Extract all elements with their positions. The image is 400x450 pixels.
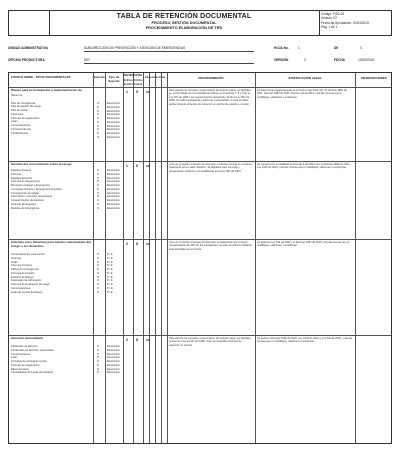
code-line: Código: FGD-04 (321, 12, 345, 16)
col-header-archivo-central: Archivo Central (133, 79, 143, 86)
section-procedure: Para efectos de consulta y preservación del soporte papel, se digitaliza en conformidad con los expedientes físicos en el artículo 7, 8 y 9 de la Ley 527 de 1999 y los requerimientos del artículo 19 de la Ley 594 de 2000. Se utiliza la siguiente política de conservación, la cual se debe aplicar durante el tiempo de retención en archivo de gestión y central. (169, 89, 251, 106)
col-divider (355, 73, 356, 443)
col-header-soporte: Soporte (93, 75, 105, 79)
section-justification: Se aplica la Ley 594 de 2000 y el Decreto 1080 de 2015 y demás normas que lo modifiquen, adicionen o sustituyan. (257, 241, 350, 248)
section-procedure: Una vez cumplido el tiempo de retención se selecciona una muestra representativa del 10% de los expedientes. El resto se elimina mediante acta aprobada por el comité. (169, 241, 252, 251)
col-divider (149, 73, 150, 443)
col-divider (161, 73, 162, 443)
col-header-retencion: RETENCIÓN (124, 73, 142, 77)
section-title: Planes para la formulación e implementación de (11, 89, 82, 92)
col-divider (167, 73, 168, 443)
approval-date-line: Fecha de Aprobación: 20/04/2015 (321, 20, 369, 25)
page-line: Pág. 1 de 1 (321, 25, 338, 30)
section-title: Gestión del conocimiento sobre el riesgo (11, 163, 72, 166)
section-items: Comunicaciones para control Informes Actas Informes Técnicos Planes de Contingencia Informes de Gestión Estudios de Riesgo Solicitudes de información Informes de Evaluación de riesgo Comunicaciones Actas de Comité de Riesgo (11, 253, 50, 294)
retention-gestion: 1 (126, 90, 128, 94)
version-value: 3 (304, 58, 306, 62)
col-header-procedimiento: PROCEDIMIENTO (198, 76, 224, 80)
hoja-label: HOJA No. (274, 46, 289, 50)
section-types: Electrónico Electrónico Electrónico Electrónico Electrónico Electrónico Electrónico Electrónico (107, 345, 120, 375)
de-value: 4 (360, 46, 362, 50)
document-header (8, 10, 392, 36)
col-header-justificacion: JUSTIFICACIÓN LEGAL (287, 76, 322, 80)
hoja-value: 1 (298, 46, 300, 50)
col-header-archivo-gestion: Archivo Gestión (123, 79, 133, 86)
col-divider (105, 73, 106, 443)
col-header-serie: CÓDIGO SERIE - TIPOS DOCUMENTALES (11, 75, 71, 79)
section-soporte-marks: X X X X X X X X X X X (97, 168, 100, 210)
section-items: planes de Plan de contingencia Plan de gestión del riesgo Plan de acción Protocolos Informes de seguimiento Actas Comunicaciones Correspondencia Certificaciones (11, 94, 41, 135)
col-header-observaciones: OBSERVACIONES (360, 76, 388, 80)
col-header-disposicion: Disposición Final (145, 76, 165, 79)
row-divider (9, 335, 391, 336)
title-cell (49, 11, 320, 35)
section-title: Informes a los Sistemas para fuentes relacionadas del riesgo o los desastres (11, 241, 91, 248)
document-subtitle-process: PROCESO GESTIÓN DOCUMENTAL (151, 21, 217, 25)
section-types: P / E P / E P / E P / E P / E P / E P / E P / E P / E P / E P / E (107, 253, 113, 294)
logo (9, 11, 50, 35)
section-justification: Se seleccionan aleatoriamente el Acuerdo 4 del 2014 (Art. 6) Decreto 4802 de 2011. Decreto 1083 de 2015. Decreto 19 de 2012 y demás normas que lo modifiquen, adicionen o sustituyan. (257, 89, 347, 99)
unit-value: SUBDIRECCIÓN DE PREVENCIÓN Y ATENCIÓN DE EMERGENCIAS (84, 46, 186, 50)
row-divider (9, 161, 391, 162)
fecha-label: FECHA (334, 58, 345, 62)
office-label: OFICINA PRODUCTORA (8, 58, 45, 62)
disposition-mark: CE (146, 90, 151, 94)
section-items: Estudios técnicos Informes Estudios Sísmicos Informes de Seguimiento Monitoreo al riesgo y Emergencia Conceptos técnicos / Emergencia Operativa Cronogramas de trabajo Información y Atención Humanitaria Caracterización Humanitaria Actas de Emergencia Medidas de Emergencia (11, 169, 62, 210)
section-procedure: Una vez cumplido el tiempo de retención en archivo central se conserva totalmente por su valor histórico. Se digitaliza para consulta y preservación conforme a lo establecido en la Ley 594 de 2000. (169, 163, 252, 173)
col-divider (93, 73, 94, 443)
section-justification: Se conserva en su totalidad el Acuerdo 4 del 2014 (Art. 6) Decreto 4802 de 2011. Ley 1523 de 2012 y demás normas que lo modifiquen, adicionen o sustituyan. (257, 163, 351, 170)
section-types: Electrónico Electrónico Electrónico Electrónico Electrónico Electrónico Electrónico Electrónico Electrónico Electrónico (107, 102, 120, 139)
document-title: TABLA DE RETENCIÓN DOCUMENTAL (116, 13, 252, 20)
retention-gestion: 2 (126, 338, 128, 342)
section-items: Solicitudes de atención Certificados de Atención Humanitaria Comunicaciones Actas Formatos de entrega de Ayuda Informes de seguimiento Bases de datos Consolidados de Ayuda Humanitaria (11, 345, 54, 375)
office-value: DIR (84, 58, 90, 62)
retention-central: 8 (136, 242, 138, 246)
section-soporte-marks: X X X X X X X X X X X (97, 252, 100, 294)
version-line: Versión: 02 (321, 16, 337, 21)
retention-central: 9 (136, 90, 138, 94)
retention-gestion: 1 (126, 164, 128, 168)
col-header-tipo: Tipo de Soporte (108, 75, 120, 83)
disposition-mark: CE (146, 242, 151, 246)
header-divider (9, 87, 391, 88)
section-soporte-marks: X X X X X X X X X X (97, 101, 100, 139)
retention-central: 8 (136, 338, 138, 342)
section-soporte-marks: X X X X X X X X (97, 344, 100, 375)
section-title: Atención Humanitaria (11, 337, 43, 340)
fecha-value: 10/06/2015 (358, 58, 374, 62)
col-divider (155, 73, 156, 443)
document-codes (321, 12, 391, 30)
section-types: Electrónico Electrónico Electrónico Electrónico Electrónico Electrónico Electrónico Electrónico Electrónico Electrónico Electrónico (107, 169, 120, 210)
col-divider (133, 73, 134, 443)
document-subtitle-procedure: PROCEDIMIENTO ELABORACIÓN DE TRD (145, 25, 223, 30)
disposition-mark: CE (146, 338, 151, 342)
retention-gestion: 2 (126, 242, 128, 246)
unit-label: UNIDAD ADMINISTRATIVA (8, 46, 48, 50)
retention-table (8, 72, 392, 444)
de-label: DE (334, 46, 339, 50)
section-justification: Se aplica el Decreto 1080 de 2015, Ley 1523 de 2012 y Ley 594 de 2000, y demás normas que lo modifiquen, adicionen o sustituyan. (257, 337, 353, 344)
disposition-mark: CE (146, 164, 151, 168)
col-divider (143, 73, 144, 443)
office-underline (84, 63, 254, 64)
section-procedure: Para efectos de consulta y preservación del soporte papel, se digitaliza conforme a la Ley 527 de 1999. Una vez cumplido el tiempo de retención se elimina. (169, 337, 251, 347)
col-divider (123, 73, 124, 443)
meta-block (8, 46, 392, 68)
version-label: VERSIÓN (274, 58, 289, 62)
unit-underline (84, 51, 254, 52)
retention-central: 9 (136, 164, 138, 168)
row-divider (9, 239, 391, 240)
col-divider (255, 73, 256, 443)
